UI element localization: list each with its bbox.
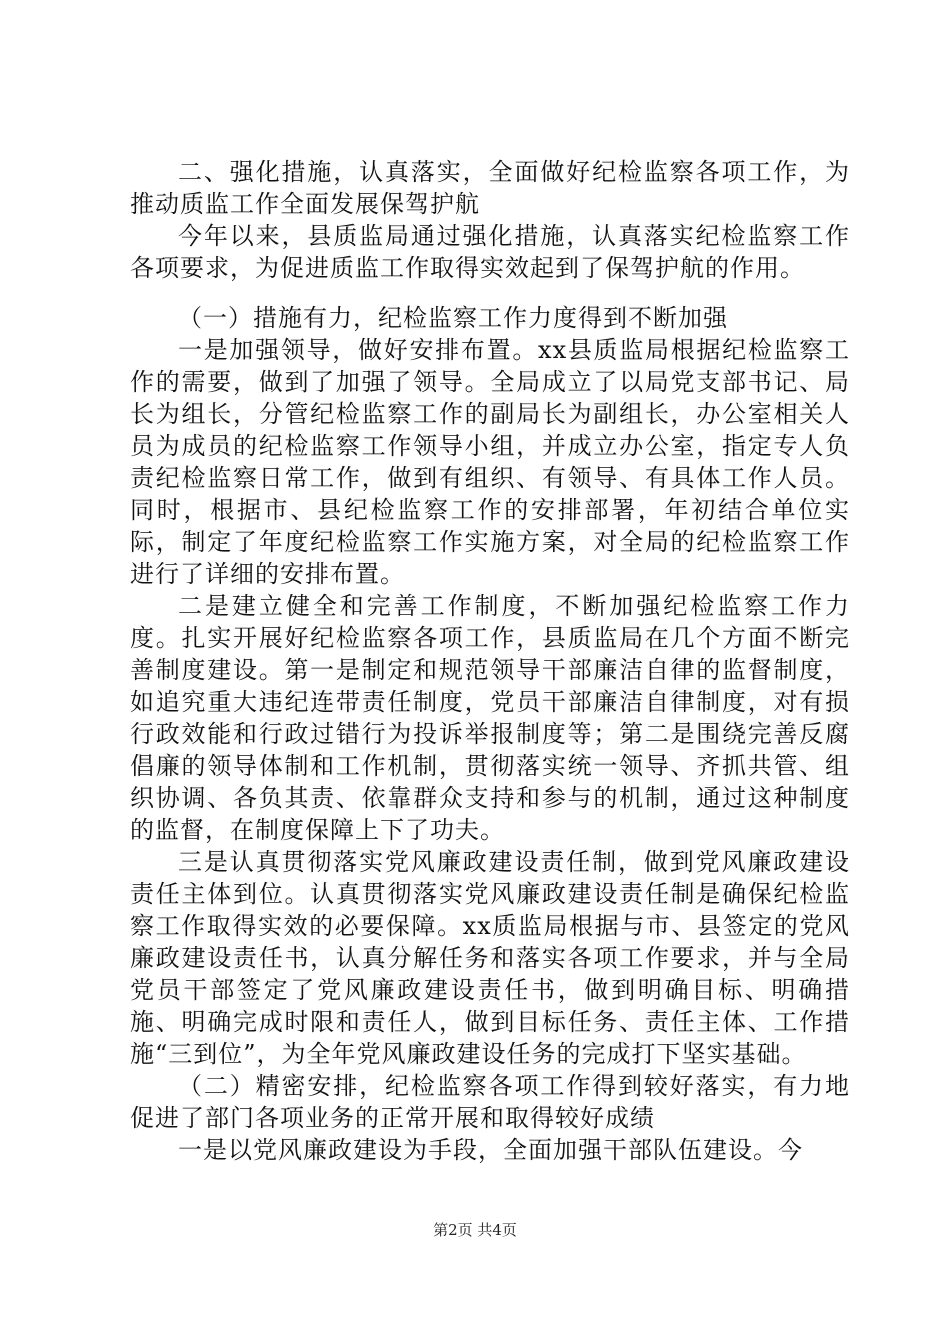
page-footer: 第2页 共4页 bbox=[433, 1221, 517, 1239]
section-intro-paragraph: 今年以来，县质监局通过强化措施，认真落实纪检监察工作各项要求，为促进质监工作取得实效起到了保驾护航的作用。 bbox=[130, 222, 850, 282]
body-paragraph-3: 三是认真贯彻落实党风廉政建设责任制，做到党风廉政建设责任主体到位。认真贯彻落实党风廉政建设责任制是确保纪检监察工作取得实效的必要保障。xx质监局根据与市、县签定的党风廉政建设责任书，认真分解任务和落实各项工作要求，并与全局党员干部签定了党风廉政建设责任书，做到明确目标、明确措施、明确完成时限和责任人，做到目标任务、责任主体、工作措施“三到位”，为全年党风廉政建设任务的完成打下坚实基础。 bbox=[130, 848, 850, 1068]
subsection-heading-2: （二）精密安排，纪检监察各项工作得到较好落实，有力地促进了部门各项业务的正常开展和取得较好成绩 bbox=[130, 1072, 850, 1132]
section-heading-2: 二、强化措施，认真落实，全面做好纪检监察各项工作，为推动质监工作全面发展保驾护航 bbox=[130, 158, 850, 218]
body-paragraph-2: 二是建立健全和完善工作制度，不断加强纪检监察工作力度。扎实开展好纪检监察各项工作，县质监局在几个方面不断完善制度建设。第一是制定和规范领导干部廉洁自律的监督制度，如追究重大违纪连带责任制度，党员干部廉洁自律制度，对有损行政效能和行政过错行为投诉举报制度等；第二是围绕完善反腐倡廉的领导体制和工作机制，贯彻落实统一领导、齐抓共管、组织协调、各负其责、依靠群众支持和参与的机制，通过这种制度的监督，在制度保障上下了功夫。 bbox=[130, 592, 850, 844]
subsection-heading-1: （一）措施有力，纪检监察工作力度得到不断加强 bbox=[178, 304, 728, 332]
body-paragraph-4: 一是以党风廉政建设为手段，全面加强干部队伍建设。今 bbox=[178, 1136, 803, 1164]
body-paragraph-1: 一是加强领导，做好安排布置。xx县质监局根据纪检监察工作的需要，做到了加强了领导。全局成立了以局党支部书记、局长为组长，分管纪检监察工作的副局长为副组长，办公室相关人员为成员的纪检监察工作领导小组，并成立办公室，指定专人负责纪检监察日常工作，做到有组织、有领导、有具体工作人员。同时，根据市、县纪检监察工作的安排部署，年初结合单位实际，制定了年度纪检监察工作实施方案，对全局的纪检监察工作进行了详细的安排布置。 bbox=[130, 336, 850, 588]
document-body bbox=[130, 156, 850, 1166]
